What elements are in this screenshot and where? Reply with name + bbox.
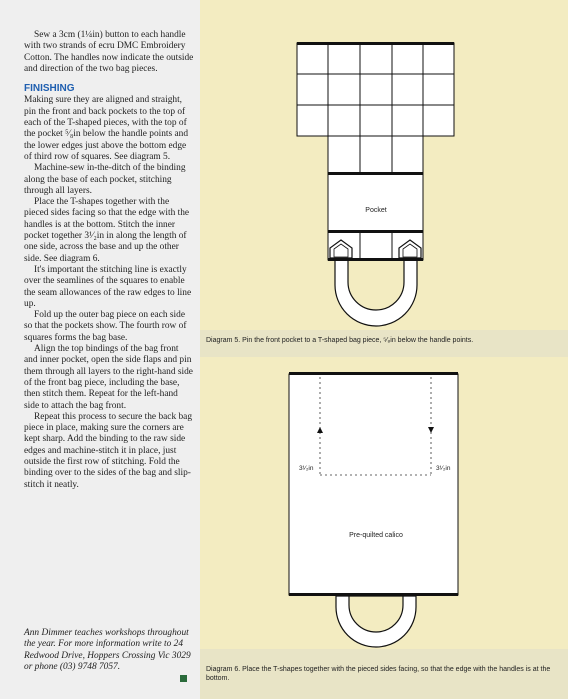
paragraph: Making sure they are aligned and straight, pin the front and back pockets to the top of each of the T-shaped pieces, with the top of the pocket ⁵⁄₈in below the handle points and the lower edges just above the bottom edge of third row of squares. See diagram 5.: [24, 95, 189, 162]
patchwork-grid: [297, 43, 454, 136]
left-measurement: 3¹⁄₂in: [299, 465, 314, 472]
diagram-5: [200, 0, 568, 330]
bag-piece: [289, 374, 458, 595]
base-binding: [328, 230, 423, 233]
paragraph: Place the T-shapes together with the pieced sides facing so that the edge with the handles is at the bottom. Stitch the inner pocket together 3¹⁄₂in in along the length of one side, across the base and up the other side. See diagram 6.: [24, 197, 190, 264]
paragraph: Fold up the outer bag piece on each side so that the pockets show. The fourth row of squares forms the bag base.: [24, 310, 187, 343]
top-binding: [297, 42, 454, 45]
author-bio: Ann Dimmer teaches workshops throughout the year. For more information write to 24 Redwood Drive, Hoppers Crossing Vic 3029 or phone (03) 9748 7057.: [24, 628, 191, 672]
top-binding: [289, 372, 458, 375]
paragraph: It's important the stitching line is exactly over the seamlines of the squares to enable the seam allowances of the raw edges to line up.: [24, 264, 192, 309]
paragraph: Repeat this process to secure the back bag piece in place, making sure the corners are kept sharp. Add the binding to the raw side edges and machine-stitch it in place, just outside the first row of stitching. Fold the binding over to the sides of the bag and slip-stitch it neatly.: [24, 411, 193, 490]
diagram-5-caption: Diagram 5. Pin the front pocket to a T-shaped bag piece, ⁵⁄₈in below the handle points.: [206, 337, 474, 344]
center-label: Pre-quilted calico: [349, 532, 403, 539]
pocket-label: Pocket: [365, 207, 387, 214]
end-mark-icon: [180, 675, 187, 682]
article-body: [24, 30, 194, 491]
right-measurement: 3¹⁄₂in: [436, 465, 451, 472]
finishing-heading: FINISHING: [24, 83, 75, 95]
diagram-5-panel: [200, 0, 568, 330]
intro-paragraph: Sew a 3cm (1¼in) button to each handle with two strands of ecru DMC Embroidery Cotton. The handles now indicate the outside and direction of the two bag pieces.: [24, 30, 194, 74]
paragraph: Machine-sew in-the-ditch of the binding along the base of each pocket, stitching through all layers.: [24, 163, 186, 196]
diagram-6-panel: [200, 357, 568, 649]
pocket-binding: [328, 172, 423, 175]
paragraph: Align the top bindings of the bag front and inner pocket, open the side flaps and pin them through all layers to the right-hand side of the front bag piece, including the base, then stitch them. Repeat for the left-hand side to attach the bag front.: [24, 344, 193, 411]
diagram-6: [200, 357, 568, 649]
handle-inner: [348, 260, 404, 310]
diagram-6-caption: Diagram 6. Place the T-shapes together with the pieced sides facing, so that the edge with the handles is at the bottom.: [206, 666, 551, 682]
